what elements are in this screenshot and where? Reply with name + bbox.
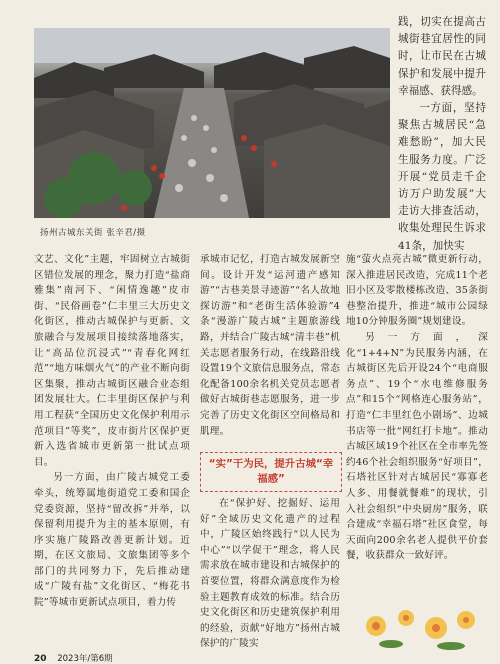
page-number: 20: [34, 654, 47, 664]
photo-caption: 扬州古城东关街 张辛君/摄: [40, 228, 146, 238]
old-town-photo: [34, 28, 390, 218]
page-footer: [34, 652, 113, 664]
flower-decoration-icon: [346, 596, 496, 656]
column-1: [34, 252, 190, 611]
right-top-column: [398, 14, 486, 255]
paragraph: 一方面，坚持聚焦古城居民“急难愁盼”，加大民生服务力度。广泛开展“党员走千企访万户助发展”大走访大排查活动，收集处理民生诉求41条，加快实: [398, 102, 486, 252]
paragraph: 另一方面，由广陵古城党工委牵头，统筹属地街道党工委和国企党委资源，坚持“留改拆”并举，以保留利用提升为主的基本原则，有序实施广陵路改善更新计划。近期，在区文旅局、文旅集团等多个部门的共同努力下，先后推动建成“广陵有盐”文化街区、“梅花书院”等城市更新试点项目，着力传: [34, 472, 190, 609]
paragraph: 在“保护好、挖掘好、运用好”全域历史文化遗产的过程中，广陵区始终践行“以人民为中心”“以学促干”理念，将人民需求放在城市建设和古城保护的首要位置，将群众满意度作为检验主题教育成效的标准。结合历史文化街区和历史建筑保护利用的经验，贡献“好地方”扬州古城保护的广陵实: [200, 498, 340, 650]
column-2: [200, 252, 340, 439]
column-2-lower: [200, 496, 340, 652]
issue-label: 2023年/第6期: [57, 654, 113, 664]
paragraph: 践，切实在提高古城街巷宜居性的同时，让市民在古城保护和发展中提升幸福感、获得感。: [398, 16, 486, 97]
paragraph: 承城市记忆，打造古城发展新空间。设计开发“运河遗产感知游”“古巷美景寻迹游”“名人故地探访游”和“老街生活体验游”4条“漫游广陵古城”主题旅游线路，并结合广陵古城“清丰巷”机关志愿者服务行动，在线路沿线设置19个文旅信息服务点，常态化配备100余名机关党员志愿者做好古城街巷志愿服务，进一步完善了历史文化街区空间格局和肌理。: [200, 254, 340, 437]
paragraph: 另一方面，深化“1+4+N”为民服务内涵，在古城街区先后开设24个“电商服务点”、19个“水电维修服务点”和15个“网格连心服务站”，打造“仁丰里红色小剧场”、边城书店等一批“网红打卡地”。推动古城区域19个社区在全市率先签约46个社会组织服务“好项目”，石塔社区针对古城居民“寡寡老人多、用餐就餐难”的现状，引入社会组织“中央厨房”服务，联合建成“幸福石塔”社区食堂，每天面向200余名老人提供平价套餐，收获群众一致好评。: [346, 331, 488, 562]
section-heading-box: [200, 452, 342, 492]
paragraph: 施“萤火点亮古城”微更新行动，深入推进居民改造，完成11个老旧小区及零散楼栋改造、35条街巷整治提升，推进“城市公园绿地10分钟服务圈”规划建设。: [346, 254, 488, 328]
column-3: [346, 252, 488, 564]
paragraph: 文艺、文化”主题，牢固树立古城街区错位发展的理念，聚力打造“盐商雅集”南河下、“闲情逸趣”皮市街、“民俗画卷”仁丰里三大历史文化街区，推动古城保护与更新、文旅融合与发展项目接续落地落实，让“高品位沉浸式”“青春化网红范”“地方味烟火气”的产业不断向街区集聚，推动古城街区融合业态组团发展壮大。仁丰里街区保护与利用工程获“全国历史文化保护利用示范项目”等奖”，皮市街片区保护更新入选省城市更新第一批试点项目。: [34, 254, 190, 468]
street-scene-illustration: [34, 28, 390, 218]
section-heading: “实”干为民，提升古城“幸福感”: [208, 458, 334, 485]
